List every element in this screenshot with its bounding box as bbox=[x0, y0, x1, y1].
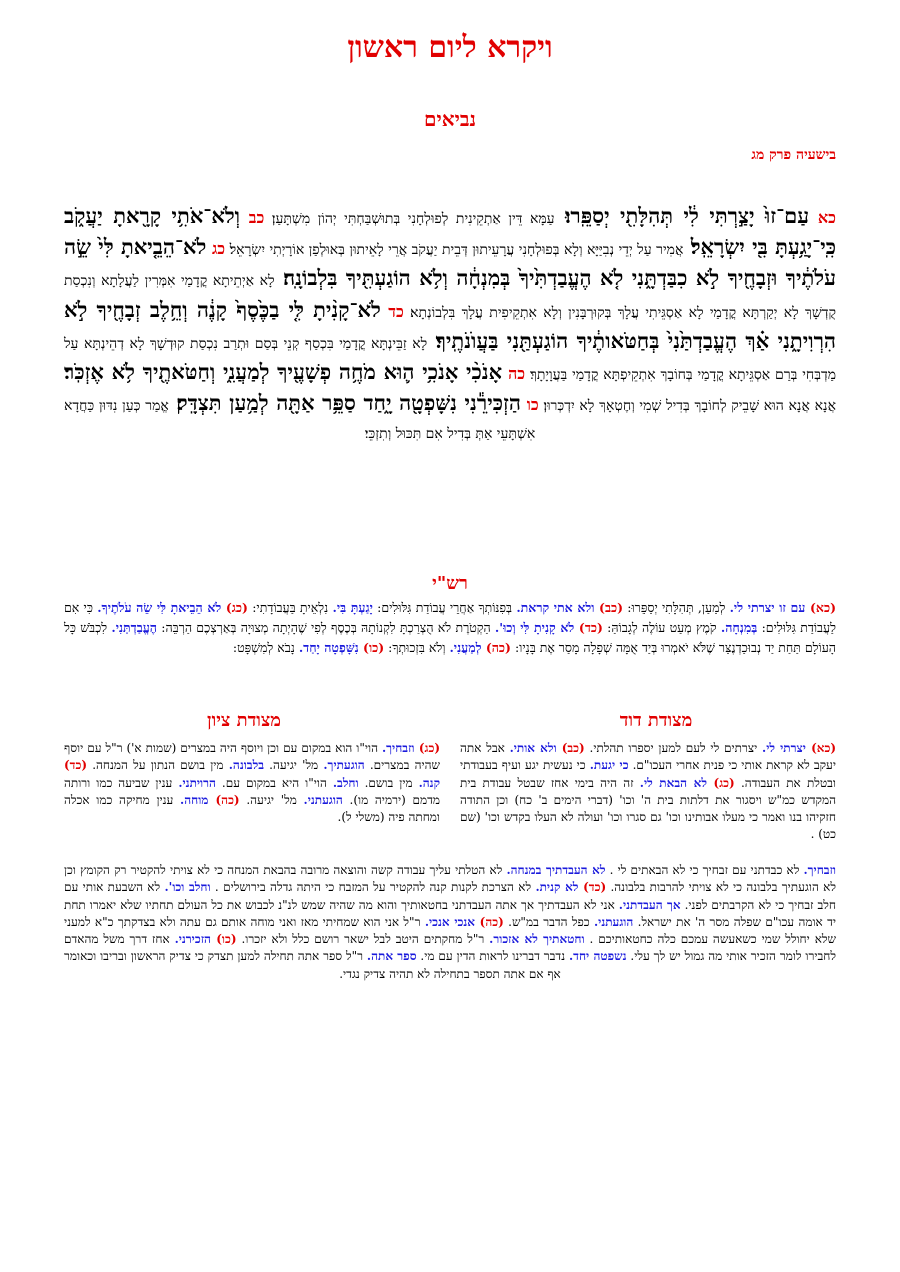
verse-marker: (כג) bbox=[418, 741, 441, 755]
commentary-text: אבל אתה יעקב לא קראת אותי כי פנית אחרי העכו"ם. bbox=[460, 741, 836, 773]
verse-number: כא bbox=[809, 208, 836, 227]
lemma: אנכי אנכי. bbox=[424, 914, 480, 929]
david-commentary bbox=[460, 740, 836, 844]
commentary-text: זה היה בימי אחז שבטל עבודת בית המקדש כמ"ש ויסגור את דלתות בית ה' וכו' (דברי הימים ב' כח) וכן התודה חזקיהו בנו ואמר כי מעלו אבותינו וכו' גם סגרו וכו' ועולה לא העלו בקדש וכו' (שם כט) . bbox=[460, 775, 836, 842]
commentary-text: נִלְאֵיתָ בַּעֲבוֹדָתִי: bbox=[247, 600, 333, 615]
lemma: לֹא קָנִיתָ לִּי וְכוּ'. bbox=[494, 620, 579, 635]
commentary-text: מל' יגיעה. bbox=[239, 792, 304, 807]
commentary-text: הוי"ו היא במקום עם. bbox=[215, 775, 333, 790]
lemma: מוחה. bbox=[180, 792, 216, 807]
commentary-text: כִּי אִם לַעֲבוֹדַת גִּלּוּלִים: bbox=[64, 600, 836, 635]
verse-marker: (כד) bbox=[578, 620, 603, 635]
verse-hebrew: אָנֹכִ֨י אָנֹכִ֥י ה֛וּא מֹחֶ֥ה פְשָׁעֶ֖יךָ לְמַעֲנִ֑י וְחַטֹּאתֶ֖יךָ לֹ֥א אֶזְכֹּֽר׃ bbox=[64, 359, 503, 385]
commentary-text: לא הטלתי עליך עבודה קשה והוצאה מרובה בהבאת המנחה כי לא צויתי להקטיר רק הקומץ וכן לא הוגעתיך בלבונה כי לא צויתי להרבות בלבונה. bbox=[64, 863, 836, 895]
verse-marker: (כו) bbox=[216, 932, 237, 947]
verse-hebrew: לֹא־קָנִ֨יתָ לִּ֤י בַכֶּ֙סֶף֙ קָנֶ֔ה וְחֵ֥לֶב זְבָחֶ֖יךָ לֹ֣א הִרְוִיתָ֑נִי אַ֗ךְ הֶעֱבַדְתַּ֙נִי֙ בְּחַטֹּאותֶ֔יךָ הוֹגַעְתַּ֖נִי בַּעֲוֺנֹתֶֽיךָ׃ bbox=[64, 296, 836, 353]
verse-marker: (כא) bbox=[811, 741, 837, 755]
lemma: עם זו יצרתי לי. bbox=[729, 600, 811, 615]
verse-marker: (כב) bbox=[599, 600, 624, 615]
commentary-text: נדבר דברינו לראות הדין עם מי. bbox=[416, 949, 569, 964]
verse-number: כו bbox=[520, 395, 539, 415]
verse-marker: (כה) bbox=[485, 640, 511, 655]
lemma: לא העבדתיך במנחה. bbox=[506, 863, 606, 877]
lemma: אך העבדתני. bbox=[618, 897, 681, 912]
commentary-text: לא כבדתני עם זבחיך כי לא הבאתים לי . bbox=[605, 863, 804, 877]
commentary-text: יצרתים לי לעם למען יספרו תהלתי. bbox=[584, 741, 763, 755]
lemma: לֹא הֵבֵיאתָ לִּי שֵׂה עֹלֹתֶיךָ. bbox=[97, 600, 226, 615]
lemma: הזכירני. bbox=[174, 932, 217, 947]
rashi-commentary bbox=[64, 598, 836, 658]
verse-marker: (כב) bbox=[561, 741, 585, 755]
commentary-text: בְּפִנּוֹתְךָ אַחֲרֵי עֲבוֹדַת גִּלּוּלִים: bbox=[372, 600, 517, 615]
lemma: הֶעֱבַדְתַּנִי. bbox=[111, 620, 157, 635]
verse-aramaic: לָא אַיְתֵיתָא קֳדָמַי אִמְּרִין לַעֲלָתָא וְנִכְסַת קֻדְשָׁךְ לָא יְקַרְתָּא קֳדָמַי לָא אַסְגֵּיתִי עֲלָךְ בְּקוּרְבָּנִין וְלָא אִתְקֵיפִית עֲלָךְ בִּלְבוֹנְתָא׃ bbox=[64, 273, 836, 321]
lemma: לא הבאת לי. bbox=[639, 775, 714, 790]
lemma: וחטאתיך לא אזכור. bbox=[489, 932, 585, 947]
lemma: נִשָּׁפְטָה יָחַד. bbox=[298, 640, 364, 655]
verse-marker: (כג) bbox=[225, 600, 248, 615]
commentary-text: ר"ל ספר אתה תחילה למען תצדק כי צדיק הראשון ובריבו וכאומר אף אם אתה תספר בתחילה לא תהיה צדיק נגדי. bbox=[64, 949, 561, 981]
commentary-text: אחז דרך משל מהאדם לחבירו לומר הזכיר אותי מה גמול יש לך עלי. bbox=[64, 932, 837, 964]
commentary-text: אני לא העבדתיך אך אתה העבדתני בחטאותיך והוא מה שהיה שמש לנ"נ לכבוש את כל העולם תחתיו שלא יאמרו תחת יד אומה עכו"ם שפלה מסר ה' את ישראל. bbox=[64, 897, 836, 929]
main-text bbox=[64, 202, 836, 449]
verse-aramaic: אֲמִיר עַל יְדֵי נְבִיַּיָּא וְלָא בְּפוּלְחָנִי עֲרָעֵיתוּן דְּבֵית יַעֲקֹב אֲרֵי לָאֵיתוּן בְּאוּלְפַן אוֹרָיְתִי יִשְׂרָאֵל׃ bbox=[225, 242, 684, 259]
verse-hebrew: עַם־זוּ֙ יָצַ֣רְתִּי לִ֔י תְּהִלָּתִ֖י יְסַפֵּֽרוּ׃ bbox=[554, 203, 810, 228]
lemma: יָגַעְתָּ בִּי. bbox=[332, 600, 373, 615]
verse-marker: (כו) bbox=[363, 640, 385, 655]
lemma: בְּמִנְחָה. bbox=[720, 620, 758, 635]
verse-aramaic: לָא זַבֵּינְתָּא קֳדָמַי בִּכְסַף קְנֵי בְּסַם וּתְרַב נִכְסַת קוּדְשָׁךְ לָא דְהֵינְתָּא עַל מַדְבְּחִי בְּרַם אַסְגֵּיתָא קֳדָמַי בְּחוֹבָךְ אִתְקֵיפְתָּא קֳדָמַי בַּעֲוָיָתָךְ׃ bbox=[64, 335, 836, 384]
commentary-text: ר"ל אני הוא שמחיתי מאז ואני מוחה אותם גם עתה ולא בצדקתך כ"א למעני שלא יחולל שמי כשאעשה עמכם כלה כחטאותיכם . bbox=[64, 914, 837, 947]
lemma: וזבחיך. bbox=[803, 863, 837, 877]
verse-number: כג bbox=[206, 239, 226, 259]
commentary-text: כי נעשית יגע ועיף בעבודתי ובטלת את העבודה. bbox=[460, 758, 836, 790]
commentary-text: לא השבעת אותי עם חלב זבחיך כי לא הקרבתים לפני. bbox=[64, 880, 836, 912]
verse-number: כה bbox=[502, 364, 526, 384]
verse-aramaic: אֲנָא אֲנָא הוּא שָׁבֵיק לְחוֹבָךְ בְּדִיל שְׁמִי וְחֶטְאָךְ לָא יִדְכְּרוּן׃ bbox=[538, 398, 836, 415]
commentary-text: מל' יגיעה. bbox=[263, 758, 324, 773]
lemma: וחלב וכו'. bbox=[164, 880, 211, 895]
verse-hebrew: לֹא־הֵבֵ֤יאתָ לִּי֙ שֵׂ֣ה עֹלֹתֶ֔יךָ וּזְבָחֶ֖יךָ לֹ֣א כִבַּדְתָּ֑נִי לֹ֤א הֶעֱבַדְתִּ֙יךָ֙ בְּמִנְחָ֔ה וְלֹ֥א הוֹגַעְתִּ֖יךָ בִּלְבוֹנָֽה׃ bbox=[64, 234, 836, 291]
commentary-text: מין בושם. bbox=[358, 775, 419, 790]
commentary-text: הוי"ו הוא במקום עם וכן ויוסף היה במצרים (שמות א') ר"ל עם יוסף שהיה במצרים. bbox=[64, 741, 441, 773]
commentary-text: ענין מחיקה כמו אכלה ומחתה פיה (משלי ל). bbox=[64, 792, 440, 825]
lemma: הרויתני. bbox=[178, 775, 216, 790]
lemma: ולא אתי קראת. bbox=[516, 600, 600, 615]
lemma: הוגעתני. bbox=[594, 914, 634, 929]
lemma: בלבונה. bbox=[228, 758, 264, 773]
zion-commentary bbox=[64, 740, 440, 826]
commentary-text: ענין שביעה כמו ורותה מדמם (ירמיה מו). bbox=[64, 775, 440, 807]
verse-marker: (כה) bbox=[215, 792, 240, 807]
commentary-text: לְמַעַן, תְּהִלָּתִי יְסַפֵּרוּ: bbox=[623, 600, 730, 615]
verse-marker: (כה) bbox=[479, 914, 504, 929]
verse-marker: (כג) bbox=[713, 775, 735, 790]
verse-marker: (כד) bbox=[583, 880, 607, 895]
commentary-text: לא הצרכת לקנות קנה להקטיר על המזבח כי היתה גדלה בירושלים . bbox=[210, 880, 536, 895]
verse-marker: (כד) bbox=[64, 758, 87, 773]
verse-marker: (כא) bbox=[810, 600, 836, 615]
lemma: ולא אותי. bbox=[509, 741, 562, 755]
commentary-text: מין בושם הנתון על המנחה. bbox=[87, 758, 229, 773]
commentary-text: קֹמֶץ מְעַט עוֹלֶה לְגָבוֹהַּ: bbox=[602, 620, 721, 635]
lemma: נשפטה יחד. bbox=[569, 949, 627, 964]
lemma: לְמַעֲנִי. bbox=[449, 640, 486, 655]
lemma: הוגעתני. bbox=[303, 792, 343, 807]
commentary-text: כפל הדבר במ"ש. bbox=[503, 914, 594, 929]
section-title: נביאים bbox=[424, 107, 476, 131]
commentary-text: ר"ל מחקתים היטב לבל ישאר רושם כלל ולא יזכרו. bbox=[236, 932, 490, 947]
verse-hebrew: הַזְכִּירֵ֕נִי נִשָּׁפְטָ֖ה יָ֑חַד סַפֵּ֥ר אַתָּ֖ה לְמַ֥עַן תִּצְדָּֽק׃ bbox=[168, 390, 521, 416]
lemma: וזבחיך. bbox=[381, 741, 419, 755]
verse-hebrew: וְלֹא־אֹתִ֥י קָרָ֖אתָ יַעֲקֹ֑ב כִּֽי־יָגַ֥עְתָּ בִּ֖י יִשְׂרָאֵֽל׃ bbox=[64, 203, 837, 260]
commentary-text: לִכְבֹּשׁ כָּל הָעוֹלָם תַּחַת יַד נְבוּכַדְנֶצַּר שֶׁלֹּא יֹאמְרוּ בְּיַד אֻמָּה שְׁפָלָה מָסַר אֶת בָּנָיו: bbox=[64, 620, 836, 655]
verse-number: כד bbox=[380, 301, 404, 321]
lemma: לא קנית. bbox=[535, 880, 584, 895]
rashi-title: רש"י bbox=[432, 573, 468, 594]
page-title: ויקרא ליום ראשון bbox=[347, 30, 553, 65]
commentary-text: וְלֹא בִּזְכוּתְךָ: bbox=[384, 640, 450, 655]
verse-number: כב bbox=[240, 208, 265, 227]
lemma: יצרתי לי. bbox=[762, 741, 812, 755]
lemma: ספר אתה. bbox=[366, 949, 417, 964]
commentary-text: נָבֹא לְמִשְׁפָּט: bbox=[232, 640, 299, 655]
verse-aramaic: עַמָּא דֵּין אַתְקֵינִית לְפוּלְחָנִי בְּתוּשְׁבַּחְתִּי יְהוֹן מִשְׁתָּעַן׃ bbox=[264, 211, 555, 227]
lemma: כי יגעת. bbox=[589, 758, 629, 773]
zion-title: מצודת ציון bbox=[207, 710, 281, 731]
source-reference: בישעיה פרק מג bbox=[751, 147, 836, 163]
verse-aramaic: אֱמַר כְּעַן נִדּוּן כַּחֲדָא אִשְׁתָּעֵי אַתְּ בְּדִיל אִם תִּכּוּל וְתִזְכֵּי׃ bbox=[64, 398, 536, 443]
lemma: קנה. bbox=[418, 775, 440, 790]
david-title: מצודת דוד bbox=[619, 710, 693, 731]
lemma: וחלב. bbox=[332, 775, 359, 790]
david-commentary-continued bbox=[64, 862, 836, 983]
lemma: הוגעתיך. bbox=[323, 758, 365, 773]
commentary-text: הַקְטֹרֶת לֹא הֻצְרַכְתָּ לִקְנוֹתָהּ בְּכֶסֶף לְפִי שֶׁהָיְתָה מְצוּיָה בְּאַרְצְכֶם הַרְבֵּה: bbox=[156, 620, 495, 635]
